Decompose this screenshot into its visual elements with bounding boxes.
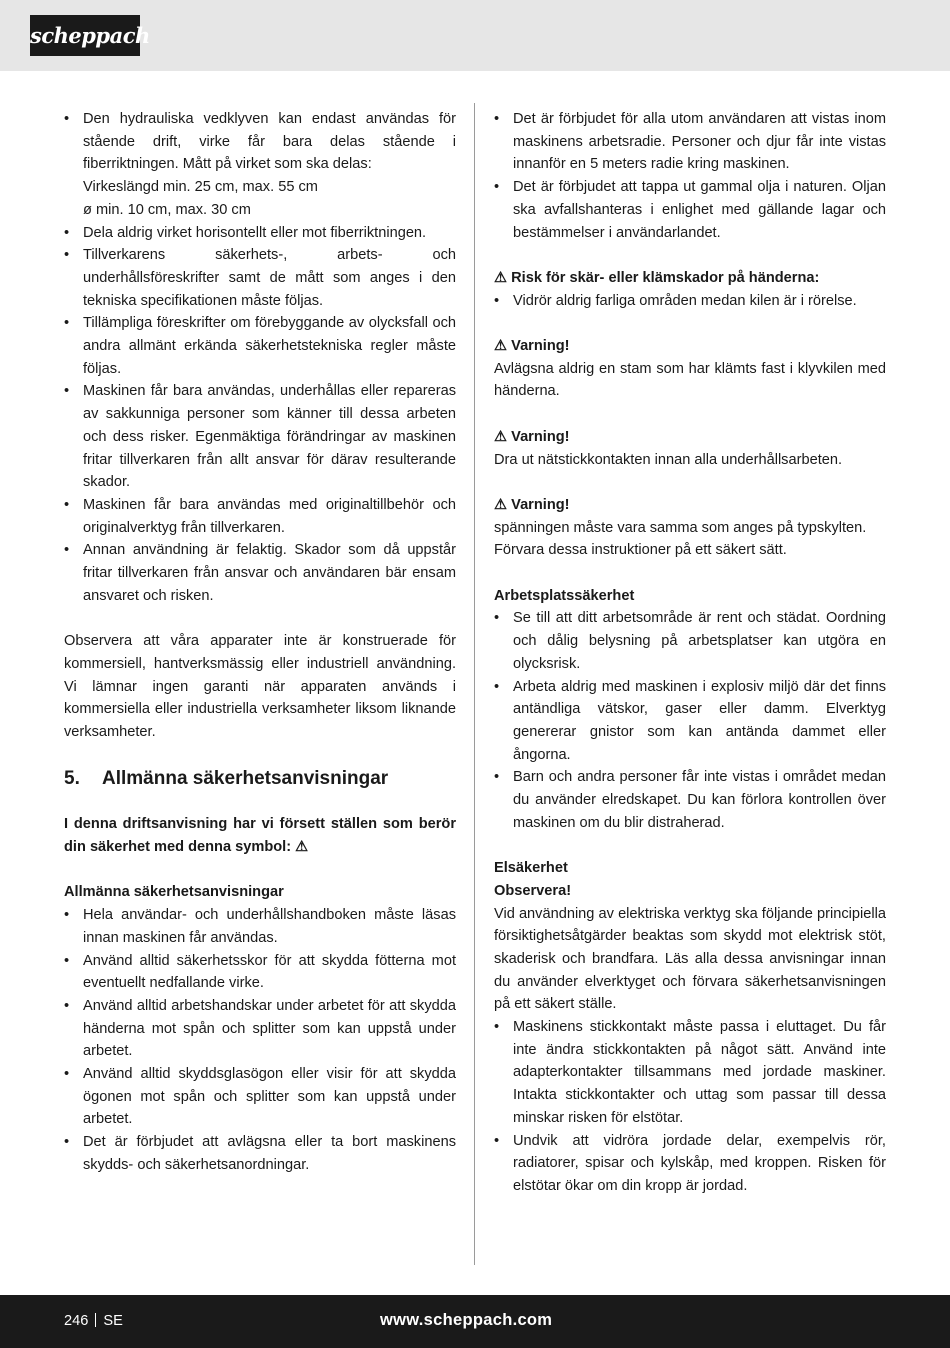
page-footer xyxy=(0,1295,950,1348)
warning-heading: ⚠ Varning! xyxy=(494,428,570,445)
electrical-intro-text: Vid användning av elektriska verktyg ska följande principiella försiktighetsåtgärder beaktas som skydd mot elektrisk stöt, skaderisk och brandfara. Läs alla dessa anvisningar innan du använder elverktyget och förvara säkerhetsanvisningen på ett säkert ställe. xyxy=(494,905,886,1013)
section-title: Allmänna säkerhetsanvisningar xyxy=(102,768,389,790)
list-item: • Vidrör aldrig farliga områden medan kilen är i rörelse. xyxy=(494,290,886,313)
electrical-safety-heading: Elsäkerhet xyxy=(494,860,568,877)
section-heading xyxy=(64,767,456,791)
list-item: • Använd alltid arbetshandskar under arbetet för att skydda händerna mot spån och splitter som kan uppstå under arbetet. xyxy=(64,995,456,1063)
general-safety-list xyxy=(64,904,456,1176)
page-number-label xyxy=(64,1310,123,1332)
warning-text: Dra ut nätstickkontakten innan alla underhållsarbeten. xyxy=(494,451,843,468)
warning-text: spänningen måste vara samma som anges på typskylten. xyxy=(494,519,867,536)
footer-separator xyxy=(95,1313,96,1327)
general-safety-heading: Allmänna säkerhetsanvisningar xyxy=(64,884,284,901)
warning-text: Avlägsna aldrig en stam som har klämts fast i klyvkilen med händerna. xyxy=(494,360,886,400)
list-item: • Använd alltid skyddsglasögon eller visir för att skydda ögonen mot spån och splitter som kan uppstå under arbetet. xyxy=(64,1063,456,1131)
list-item: • Maskinen får bara användas, underhållas eller repareras av sakkunniga personer som känner till dessa arbeten och dess risker. Egenmäktiga förändringar av maskinen fritar tillverkaren från allt ansvar för därav resulterande skador. xyxy=(64,380,456,494)
list-item: • Tillverkarens säkerhets-, arbets- och underhållsföreskrifter samt de mått som anges i den tekniska specifikationen måste följas. xyxy=(64,244,456,312)
list-item: • Det är förbjudet att tappa ut gammal olja i naturen. Oljan ska avfallshanteras i enlighet med gällande lagar och bestämmelser i användarlandet. xyxy=(494,176,886,244)
list-item: • Hela användar- och underhållshandboken måste läsas innan maskinen får användas. xyxy=(64,904,456,949)
column-divider xyxy=(474,103,475,1265)
list-item: • Det är förbjudet för alla utom användaren att vistas inom maskinens arbetsradie. Personer och djur får inte vistas innanför en 5 meters radie kring maskinen. xyxy=(494,108,886,176)
website-link[interactable]: www.scheppach.com xyxy=(380,1311,553,1329)
workplace-safety-list xyxy=(494,607,886,834)
list-item: • Använd alltid säkerhetsskor för att skydda fötterna mot eventuellt nedfallande virke. xyxy=(64,950,456,995)
list-item: • Tillämpliga föreskrifter om förebyggande av olycksfall och andra allmänt erkända säkerhetstekniska regler måste följas. xyxy=(64,312,456,380)
dimension-diameter: ø min. 10 cm, max. 30 cm xyxy=(83,201,251,218)
list-item: • Det är förbjudet att avlägsna eller ta bort maskinens skydds- och säkerhetsanordningar. xyxy=(64,1131,456,1176)
page-number: 246 xyxy=(64,1313,89,1329)
page-header xyxy=(0,0,950,71)
crush-risk-list xyxy=(494,290,886,313)
list-item: • Maskinen får bara användas med originaltillbehör och originalverktyg från tillverkaren. xyxy=(64,494,456,539)
intended-use-list xyxy=(64,108,456,607)
electrical-observe-label: Observera! xyxy=(494,882,572,899)
crush-risk-heading: ⚠ Risk för skär- eller klämskador på händerna: xyxy=(494,269,820,286)
list-item: • Barn och andra personer får inte vistas i området medan du använder elredskapet. Du kan förlora kontrollen över maskinen om du blir distraherad. xyxy=(494,766,886,834)
list-item: • Den hydrauliska vedklyven kan endast användas för stående drift, virke får bara delas stående i fiberriktningen. Mått på virket som ska delas: Virkeslängd min. 25 cm, max. 55 cm ø min. 10 cm, max. 30 cm xyxy=(64,108,456,222)
right-column xyxy=(494,108,886,1198)
workplace-safety-heading: Arbetsplatssäkerhet xyxy=(494,587,635,604)
list-item: • Dela aldrig virket horisontellt eller mot fiberriktningen. xyxy=(64,222,456,245)
electrical-safety-list xyxy=(494,1016,886,1198)
list-item: • Undvik att vidröra jordade delar, exempelvis rör, radiatorer, spisar och kylskåp, med kroppen. Risken för elstötar ökar om din kropp är jordad. xyxy=(494,1130,886,1198)
brand-logo: scheppach xyxy=(30,15,140,56)
safety-symbol-intro: I denna driftsanvisning har vi försett ställen som berör din säkerhet med denna symbol: ⚠ xyxy=(64,816,456,856)
list-item: • Arbeta aldrig med maskinen i explosiv miljö där det finns antändliga vätskor, gaser eller damm. Elverktyg genererar gnistor som kan antända dammet eller ångorna. xyxy=(494,676,886,767)
section-number: 5. xyxy=(64,768,80,790)
language-code: SE xyxy=(103,1313,123,1329)
warning-heading: ⚠ Varning! xyxy=(494,496,570,513)
warning-heading: ⚠ Varning! xyxy=(494,338,570,354)
dimension-length: Virkeslängd min. 25 cm, max. 55 cm xyxy=(83,179,318,196)
list-item: • Se till att ditt arbetsområde är rent och städat. Oordning och dålig belysning på arbetsplatser kan utgöra en olycksrisk. xyxy=(494,607,886,675)
commercial-use-note: Observera att våra apparater inte är konstruerade för kommersiell, hantverksmässig eller industriell användning. Vi lämnar ingen garanti när apparaten används i kommersiella eller industriella verksamheter liksom liknande verksamheter. xyxy=(64,633,456,740)
list-item: • Maskinens stickkontakt måste passa i eluttaget. Du får inte ändra stickkontakten på något sätt. Använd inte adapterkontakter tillsammans med jordade maskiner. Intakta stickkontakter och uttag som passar till dessa minskar risken för elstötar. xyxy=(494,1016,886,1130)
list-item: • Annan användning är felaktig. Skador som då uppstår fritar tillverkaren från ansvar och användaren bär ensam ansvaret och risken. xyxy=(64,539,456,607)
prohibitions-list xyxy=(494,108,886,244)
keep-instructions-text: Förvara dessa instruktioner på ett säkert sätt. xyxy=(494,542,787,559)
left-column xyxy=(64,108,456,1177)
